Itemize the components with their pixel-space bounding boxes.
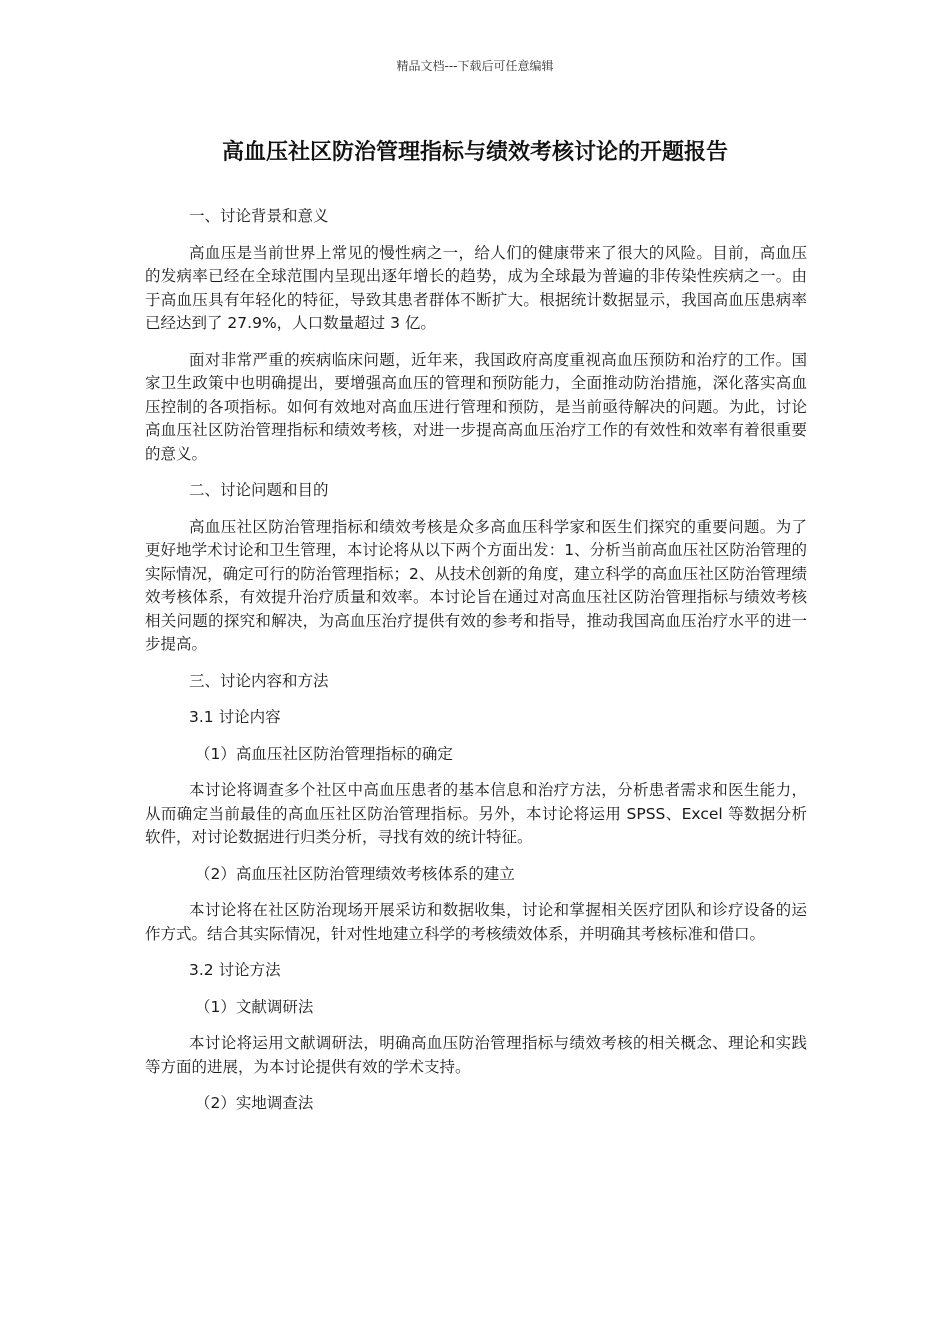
- section-heading-1: 一、讨论背景和意义: [189, 207, 329, 225]
- document-title: 高血压社区防治管理指标与绩效考核讨论的开题报告: [221, 140, 728, 165]
- paragraph: 高血压社区防治管理指标和绩效考核是众多高血压科学家和医生们探究的重要问题。为了更好地学术讨论和卫生管理，本讨论将从以下两个方面出发：1、分析当前高血压社区防治管理的实际情况，确定可行的防治管理指标；2、从技术创新的角度，建立科学的高血压社区防治管理绩效考核体系，有效提升治疗质量和效率。本讨论旨在通过对高血压社区防治管理指标与绩效考核相关问题的探究和解决，为高血压治疗提供有效的参考和指导，推动我国高血压治疗水平的进一步提高。: [145, 517, 807, 653]
- paragraph: 本讨论将在社区防治现场开展采访和数据收集，讨论和掌握相关医疗团队和诊疗设备的运作方式。结合其实际情况，针对性地建立科学的考核绩效体系，并明确其考核标准和借口。: [145, 901, 807, 943]
- header-note: 精品文档---下载后可任意编辑: [396, 59, 554, 73]
- item-heading: （1）高血压社区防治管理指标的确定: [195, 744, 453, 763]
- subsection-heading-3-1: 3.1 讨论内容: [189, 708, 281, 726]
- section-heading-2: 二、讨论问题和目的: [189, 481, 329, 499]
- paragraph: 面对非常严重的疾病临床问题，近年来，我国政府高度重视高血压预防和治疗的工作。国家卫生政策中也明确提出，要增强高血压的管理和预防能力，全面推动防治措施，深化落实高血压控制的各项指标。如何有效地对高血压进行管理和预防，是当前亟待解决的问题。为此，讨论高血压社区防治管理指标和绩效考核，对进一步提高高血压治疗工作的有效性和效率有着很重要的意义。: [145, 350, 807, 463]
- section-heading-3: 三、讨论内容和方法: [189, 671, 329, 690]
- paragraph: 本讨论将调查多个社区中高血压患者的基本信息和治疗方法，分析患者需求和医生能力，从而确定当前最佳的高血压社区防治管理指标。另外，本讨论将运用 SPSS、Excel 等数据分析软件，对讨论数据进行归类分析，寻找有效的统计特征。: [145, 781, 807, 846]
- subsection-heading-3-2: 3.2 讨论方法: [189, 961, 281, 979]
- item-heading: （2）实地调查法: [195, 1094, 314, 1112]
- item-heading: （1）文献调研法: [195, 997, 314, 1016]
- item-heading: （2）高血压社区防治管理绩效考核体系的建立: [195, 864, 515, 883]
- document-body: [145, 205, 807, 1129]
- paragraph: 本讨论将运用文献调研法，明确高血压防治管理指标与绩效考核的相关概念、理论和实践等方面的进展，为本讨论提供有效的学术支持。: [145, 1034, 807, 1076]
- paragraph: 高血压是当前世界上常见的慢性病之一，给人们的健康带来了很大的风险。目前，高血压的发病率已经在全球范围内呈现出逐年增长的趋势，成为全球最为普遍的非传染性疾病之一。由于高血压具有年轻化的特征，导致其患者群体不断扩大。根据统计数据显示，我国高血压患病率已经达到了 27.9%，人口数量超过 3 亿。: [145, 243, 807, 332]
